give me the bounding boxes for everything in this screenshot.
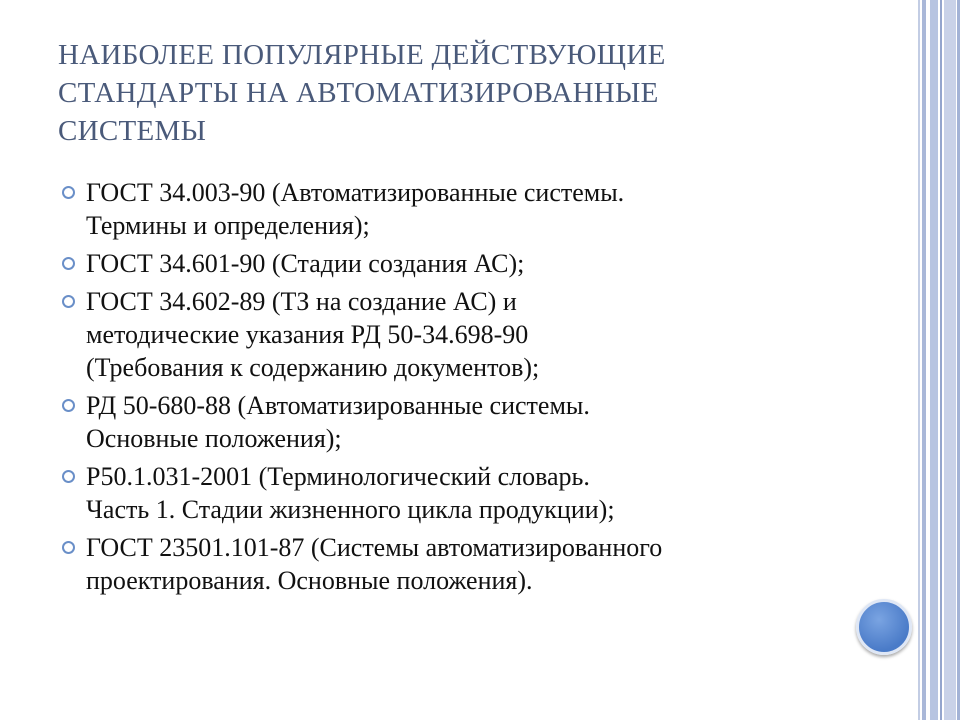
list-item: [62, 176, 882, 242]
decor-stripe: [930, 0, 938, 720]
list-item: [62, 389, 882, 455]
title-line: СТАНДАРТЫ НА АВТОМАТИЗИРОВАННЫЕ: [58, 77, 659, 109]
item-text: (Требования к содержанию документов);: [86, 353, 540, 382]
item-text: Часть 1. Стадии жизненного цикла продукции);: [86, 495, 615, 524]
item-text: проектирования. Основные положения).: [86, 566, 533, 595]
slide-nav-circle-button[interactable]: [856, 599, 912, 655]
bullet-circle-icon: [62, 295, 75, 308]
item-text: ГОСТ 23501.101-87 (Системы автоматизированного: [86, 533, 663, 562]
bullet-circle-icon: [62, 399, 75, 412]
item-text: ГОСТ 34.003-90 (Автоматизированные системы.: [86, 178, 625, 207]
title-line: НАИБОЛЕЕ ПОПУЛЯРНЫЕ ДЕЙСТВУЮЩИЕ: [58, 39, 666, 71]
item-text: ГОСТ 34.601-90 (Стадии создания АС);: [86, 249, 525, 278]
slide-title: [58, 36, 898, 150]
bullet-circle-icon: [62, 186, 75, 199]
decor-stripe: [922, 0, 926, 720]
bullet-circle-icon: [62, 470, 75, 483]
decor-stripe: [944, 0, 956, 720]
item-text: Основные положения);: [86, 424, 342, 453]
bullet-circle-icon: [62, 541, 75, 554]
item-text: ГОСТ 34.602-89 (ТЗ на создание АС) и: [86, 287, 517, 316]
bullet-list: [62, 176, 882, 602]
bullet-circle-icon: [62, 257, 75, 270]
item-text: методические указания РД 50-34.698-90: [86, 320, 529, 349]
list-item: [62, 247, 882, 280]
item-text: Термины и определения);: [86, 211, 370, 240]
list-item: [62, 285, 882, 384]
decor-stripe: [940, 0, 942, 720]
list-item: [62, 460, 882, 526]
item-text: РД 50-680-88 (Автоматизированные системы.: [86, 391, 590, 420]
decor-stripe: [918, 0, 920, 720]
list-item: [62, 531, 882, 597]
title-line: СИСТЕМЫ: [58, 115, 207, 147]
item-text: Р50.1.031-2001 (Терминологический словарь.: [86, 462, 590, 491]
